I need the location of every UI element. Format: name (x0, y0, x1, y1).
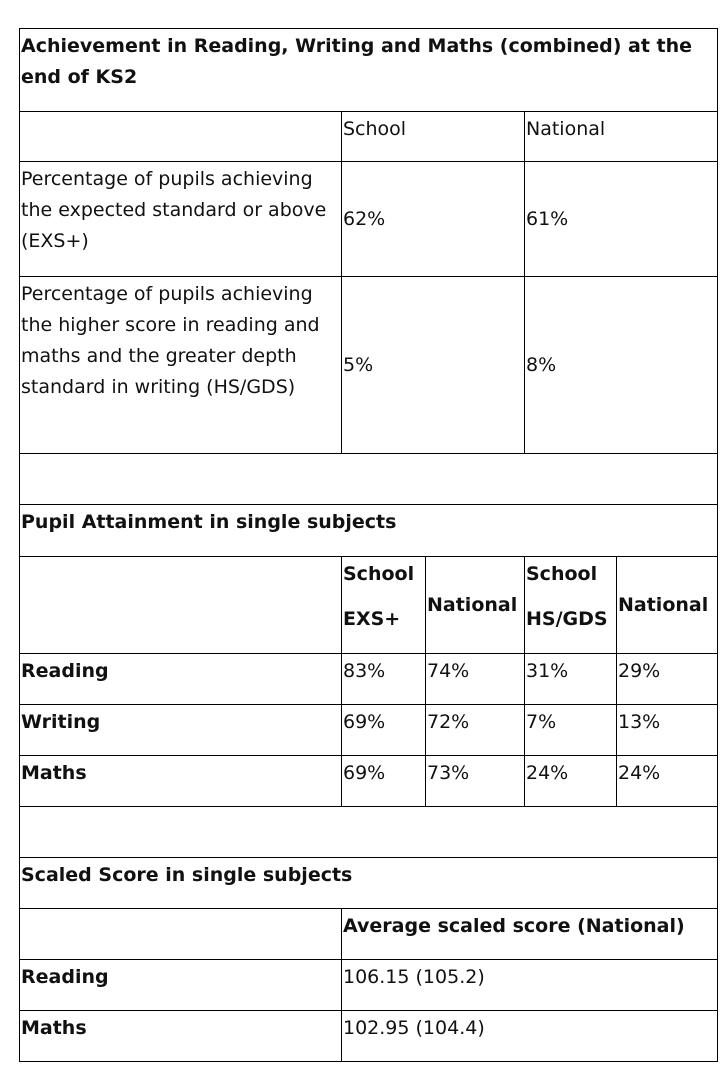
single-subject: Reading (20, 654, 342, 705)
single-col-national-exs: National (426, 557, 525, 654)
single-col-school-hs-line1: School (526, 563, 598, 585)
single-school-exs: 83% (342, 654, 426, 705)
table-row (20, 277, 718, 454)
scaled-score: 106.15 (105.2) (342, 960, 718, 1011)
spacer-row (20, 807, 718, 858)
table-row (20, 162, 718, 277)
ks2-results-table (19, 28, 718, 1062)
scaled-title: Scaled Score in single subjects (20, 858, 718, 909)
table-row (20, 960, 718, 1011)
single-subject: Maths (20, 756, 342, 807)
scaled-score: 102.95 (104.4) (342, 1011, 718, 1062)
single-col-national-hs: National (617, 557, 718, 654)
combined-title: Achievement in Reading, Writing and Maths (combined) at the end of KS2 (20, 29, 718, 112)
scaled-subject: Reading (20, 960, 342, 1011)
single-school-hs: 31% (525, 654, 617, 705)
single-col-school-exs-line2: EXS+ (343, 608, 401, 630)
single-national-exs: 74% (426, 654, 525, 705)
single-national-hs: 29% (617, 654, 718, 705)
combined-row-national: 8% (525, 277, 718, 454)
combined-row-national: 61% (525, 162, 718, 277)
table-row (20, 756, 718, 807)
single-col-school-hs-line2: HS/GDS (526, 608, 608, 630)
table-row (20, 705, 718, 756)
single-national-exs: 73% (426, 756, 525, 807)
single-school-exs: 69% (342, 756, 426, 807)
combined-row-label: Percentage of pupils achieving the higher score in reading and maths and the greater depth standard in writing (HS/GDS) (20, 277, 342, 454)
single-school-hs: 24% (525, 756, 617, 807)
single-national-hs: 24% (617, 756, 718, 807)
single-school-exs: 69% (342, 705, 426, 756)
combined-header-blank (20, 112, 342, 162)
single-col-school-hs (525, 557, 617, 654)
single-national-hs: 13% (617, 705, 718, 756)
scaled-header-blank (20, 909, 342, 960)
table-row (20, 654, 718, 705)
combined-col-school: School (342, 112, 525, 162)
spacer-row (20, 454, 718, 505)
single-col-school-exs-line1: School (343, 563, 415, 585)
single-national-exs: 72% (426, 705, 525, 756)
scaled-col-header: Average scaled score (National) (342, 909, 718, 960)
single-school-hs: 7% (525, 705, 617, 756)
single-header-blank (20, 557, 342, 654)
single-subject: Writing (20, 705, 342, 756)
combined-col-national: National (525, 112, 718, 162)
scaled-subject: Maths (20, 1011, 342, 1062)
table-row (20, 1011, 718, 1062)
combined-row-school: 62% (342, 162, 525, 277)
combined-row-school: 5% (342, 277, 525, 454)
single-title: Pupil Attainment in single subjects (20, 505, 718, 557)
single-col-school-exs (342, 557, 426, 654)
combined-row-label: Percentage of pupils achieving the expected standard or above (EXS+) (20, 162, 342, 277)
